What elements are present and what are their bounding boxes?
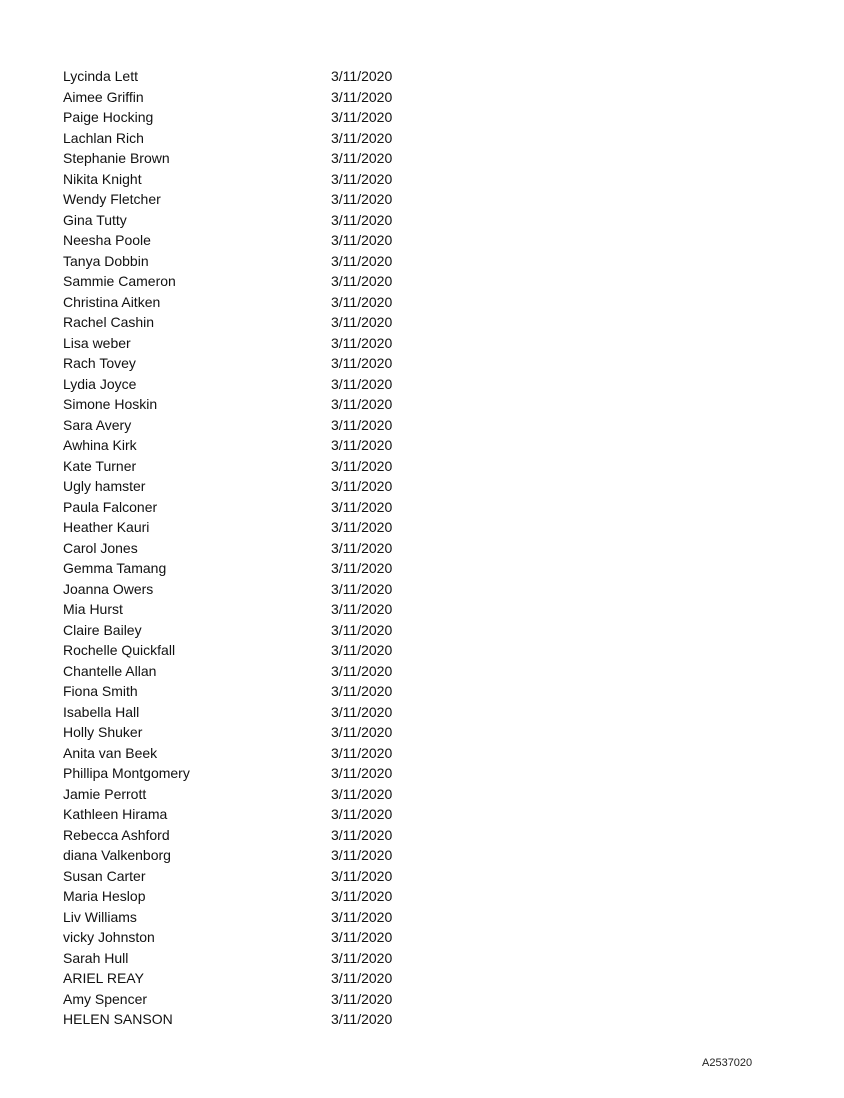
entry-date: 3/11/2020 <box>331 150 393 166</box>
list-item <box>63 374 423 395</box>
list-item <box>63 784 423 805</box>
list-item <box>63 620 423 641</box>
list-item <box>63 456 423 477</box>
entry-date: 3/11/2020 <box>331 129 393 146</box>
list-item <box>63 763 423 784</box>
list-item <box>63 558 423 579</box>
entry-date: 3/11/2020 <box>331 785 393 802</box>
entry-name: Fiona Smith <box>63 683 138 699</box>
entry-name: Mia Hurst <box>63 601 123 617</box>
entry-date: 3/11/2020 <box>331 908 393 925</box>
entry-name: diana Valkenborg <box>63 847 171 863</box>
list-item <box>63 128 423 149</box>
entry-date: 3/11/2020 <box>331 888 393 904</box>
entry-name: Kathleen Hirama <box>63 806 168 822</box>
entry-name: Aimee Griffin <box>63 88 144 105</box>
list-item <box>63 661 423 682</box>
entry-name: Wendy Fletcher <box>63 191 161 207</box>
entry-name: Rach Tovey <box>63 355 136 371</box>
entry-name: Maria Heslop <box>63 888 146 904</box>
entry-date: 3/11/2020 <box>331 703 393 720</box>
entry-name: Liv Williams <box>63 908 137 925</box>
entry-name: Paula Falconer <box>63 498 158 515</box>
entry-name: Lycinda Lett <box>63 68 138 84</box>
list-item <box>63 476 423 497</box>
entry-name: Gina Tutty <box>63 211 127 228</box>
entry-date: 3/11/2020 <box>331 560 393 576</box>
entry-date: 3/11/2020 <box>331 539 393 556</box>
list-item <box>63 825 423 846</box>
entry-date: 3/11/2020 <box>331 478 393 494</box>
entry-name: Rochelle Quickfall <box>63 642 176 658</box>
list-item <box>63 312 423 333</box>
entry-date: 3/11/2020 <box>331 375 393 392</box>
entry-name: Sara Avery <box>63 416 132 433</box>
list-item <box>63 804 423 825</box>
list-item <box>63 907 423 928</box>
list-item <box>63 292 423 313</box>
entry-date: 3/11/2020 <box>331 662 393 679</box>
entry-name: Carol Jones <box>63 539 138 556</box>
entry-name: HELEN SANSON <box>63 1011 173 1027</box>
entry-name: Awhina Kirk <box>63 437 137 453</box>
entry-date: 3/11/2020 <box>331 765 393 781</box>
list-item <box>63 189 423 210</box>
entry-date: 3/11/2020 <box>331 314 393 330</box>
entry-name: Lisa weber <box>63 334 131 351</box>
entry-date: 3/11/2020 <box>331 68 393 84</box>
entry-date: 3/11/2020 <box>331 990 393 1007</box>
list-item <box>63 968 423 989</box>
entry-date: 3/11/2020 <box>331 88 393 105</box>
entry-date: 3/11/2020 <box>331 109 393 125</box>
entries-list <box>63 66 423 1030</box>
list-item <box>63 640 423 661</box>
entry-date: 3/11/2020 <box>331 601 393 617</box>
list-item <box>63 845 423 866</box>
entry-name: Claire Bailey <box>63 621 142 638</box>
list-item <box>63 927 423 948</box>
list-item <box>63 948 423 969</box>
entry-date: 3/11/2020 <box>331 847 393 863</box>
entry-date: 3/11/2020 <box>331 170 393 187</box>
list-item <box>63 210 423 231</box>
list-item <box>63 107 423 128</box>
entry-name: vicky Johnston <box>63 929 155 945</box>
entry-name: Holly Shuker <box>63 724 143 740</box>
entry-date: 3/11/2020 <box>331 806 393 822</box>
list-item <box>63 517 423 538</box>
list-item <box>63 169 423 190</box>
entry-date: 3/11/2020 <box>331 191 393 207</box>
entry-name: Chantelle Allan <box>63 662 157 679</box>
list-item <box>63 353 423 374</box>
list-item <box>63 722 423 743</box>
entry-date: 3/11/2020 <box>331 457 393 474</box>
entry-date: 3/11/2020 <box>331 724 393 740</box>
entry-name: Rachel Cashin <box>63 314 155 330</box>
entry-date: 3/11/2020 <box>331 580 393 597</box>
list-item <box>63 66 423 87</box>
entry-name: Lydia Joyce <box>63 375 137 392</box>
entry-name: Ugly hamster <box>63 478 146 494</box>
list-item <box>63 866 423 887</box>
list-item <box>63 415 423 436</box>
entry-date: 3/11/2020 <box>331 683 393 699</box>
entry-date: 3/11/2020 <box>331 232 393 248</box>
list-item <box>63 579 423 600</box>
entry-name: Stephanie Brown <box>63 150 170 166</box>
entry-name: Nikita Knight <box>63 170 142 187</box>
list-item <box>63 394 423 415</box>
document-code: A2537020 <box>702 1057 753 1069</box>
entry-date: 3/11/2020 <box>331 621 393 638</box>
entry-name: Kate Turner <box>63 457 137 474</box>
list-item <box>63 497 423 518</box>
list-item <box>63 435 423 456</box>
entry-date: 3/11/2020 <box>331 416 393 433</box>
entry-date: 3/11/2020 <box>331 273 393 289</box>
entry-date: 3/11/2020 <box>331 970 393 986</box>
entry-date: 3/11/2020 <box>331 929 393 945</box>
entry-date: 3/11/2020 <box>331 1011 393 1027</box>
entry-name: Joanna Owers <box>63 580 154 597</box>
entry-date: 3/11/2020 <box>331 252 393 269</box>
list-item <box>63 681 423 702</box>
entry-name: Jamie Perrott <box>63 785 147 802</box>
entry-name: Sammie Cameron <box>63 273 176 289</box>
list-item <box>63 1009 423 1030</box>
entry-date: 3/11/2020 <box>331 642 393 658</box>
entry-date: 3/11/2020 <box>331 949 393 966</box>
entry-date: 3/11/2020 <box>331 519 393 535</box>
entry-name: Rebecca Ashford <box>63 826 170 843</box>
entry-date: 3/11/2020 <box>331 396 393 412</box>
entry-date: 3/11/2020 <box>331 498 393 515</box>
entry-name: Anita van Beek <box>63 744 158 761</box>
list-item <box>63 599 423 620</box>
list-item <box>63 989 423 1010</box>
list-item <box>63 743 423 764</box>
list-item <box>63 230 423 251</box>
entry-name: Paige Hocking <box>63 109 154 125</box>
entry-name: Tanya Dobbin <box>63 252 149 269</box>
entry-name: Susan Carter <box>63 867 146 884</box>
entry-date: 3/11/2020 <box>331 293 393 310</box>
list-item <box>63 538 423 559</box>
entry-name: Neesha Poole <box>63 232 151 248</box>
entry-date: 3/11/2020 <box>331 867 393 884</box>
entry-name: Sarah Hull <box>63 949 129 966</box>
entry-name: Christina Aitken <box>63 293 161 310</box>
list-item <box>63 702 423 723</box>
entry-name: ARIEL REAY <box>63 970 144 986</box>
entry-date: 3/11/2020 <box>331 744 393 761</box>
entry-date: 3/11/2020 <box>331 334 393 351</box>
list-item <box>63 87 423 108</box>
entry-name: Simone Hoskin <box>63 396 158 412</box>
entry-name: Gemma Tamang <box>63 560 167 576</box>
entry-date: 3/11/2020 <box>331 826 393 843</box>
list-item <box>63 271 423 292</box>
entry-name: Phillipa Montgomery <box>63 765 190 781</box>
entry-date: 3/11/2020 <box>331 355 393 371</box>
entry-name: Heather Kauri <box>63 519 150 535</box>
list-item <box>63 886 423 907</box>
list-item <box>63 148 423 169</box>
list-item <box>63 333 423 354</box>
entry-date: 3/11/2020 <box>331 211 393 228</box>
entry-name: Lachlan Rich <box>63 129 144 146</box>
entry-name: Amy Spencer <box>63 990 148 1007</box>
list-item <box>63 251 423 272</box>
entry-date: 3/11/2020 <box>331 437 393 453</box>
entry-name: Isabella Hall <box>63 703 140 720</box>
